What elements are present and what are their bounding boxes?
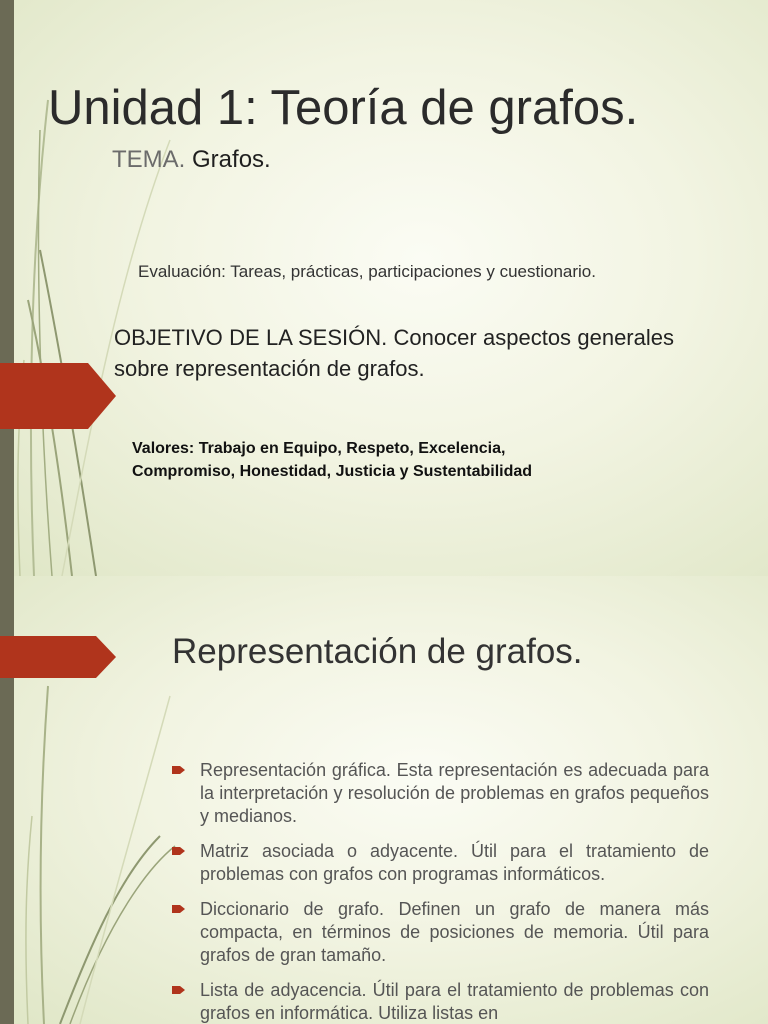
- values-line-2: Compromiso, Honestidad, Justicia y Sustentabilidad: [132, 463, 533, 480]
- list-item: [172, 840, 709, 886]
- arrow-bullet-icon: [172, 763, 186, 777]
- values-text: [132, 437, 652, 483]
- bullet-list: [172, 759, 709, 1024]
- arrow-bullet-icon: [172, 844, 186, 858]
- list-item: [172, 979, 709, 1024]
- values-line-1: Valores: Trabajo en Equipo, Respeto, Excelencia,: [132, 440, 506, 457]
- list-item-text: Diccionario de grafo. Definen un grafo de manera más compacta, en términos de posiciones de memoria. Útil para grafos de gran tamaño.: [200, 899, 709, 965]
- sidebar-stripe: [0, 0, 14, 576]
- slide-title: Representación de grafos.: [172, 632, 583, 671]
- evaluation-text: Evaluación: Tareas, prácticas, participaciones y cuestionario.: [138, 262, 596, 281]
- slide-2: [0, 576, 768, 1024]
- list-item: [172, 898, 709, 967]
- subtitle-label: TEMA.: [112, 146, 186, 173]
- list-item: [172, 759, 709, 828]
- objective-text: OBJETIVO DE LA SESIÓN. Conocer aspectos generales sobre representación de grafos.: [114, 325, 674, 381]
- list-item-text: Representación gráfica. Esta representación es adecuada para la interpretación y resolución de problemas en grafos pequeños y medianos.: [200, 760, 709, 826]
- arrow-bullet-icon: [172, 983, 186, 997]
- slide-subtitle: [112, 146, 271, 174]
- list-item-text: Lista de adyacencia. Útil para el tratamiento de problemas con grafos en informática. Utiliza listas en: [200, 980, 709, 1023]
- arrow-tag-icon: [0, 636, 116, 678]
- arrow-tag-icon: [0, 363, 116, 429]
- subtitle-value: Grafos.: [192, 146, 271, 173]
- arrow-bullet-icon: [172, 902, 186, 916]
- list-item-text: Matriz asociada o adyacente. Útil para el tratamiento de problemas con grafos con programas informáticos.: [200, 841, 709, 884]
- slide-title: Unidad 1: Teoría de grafos.: [48, 81, 639, 135]
